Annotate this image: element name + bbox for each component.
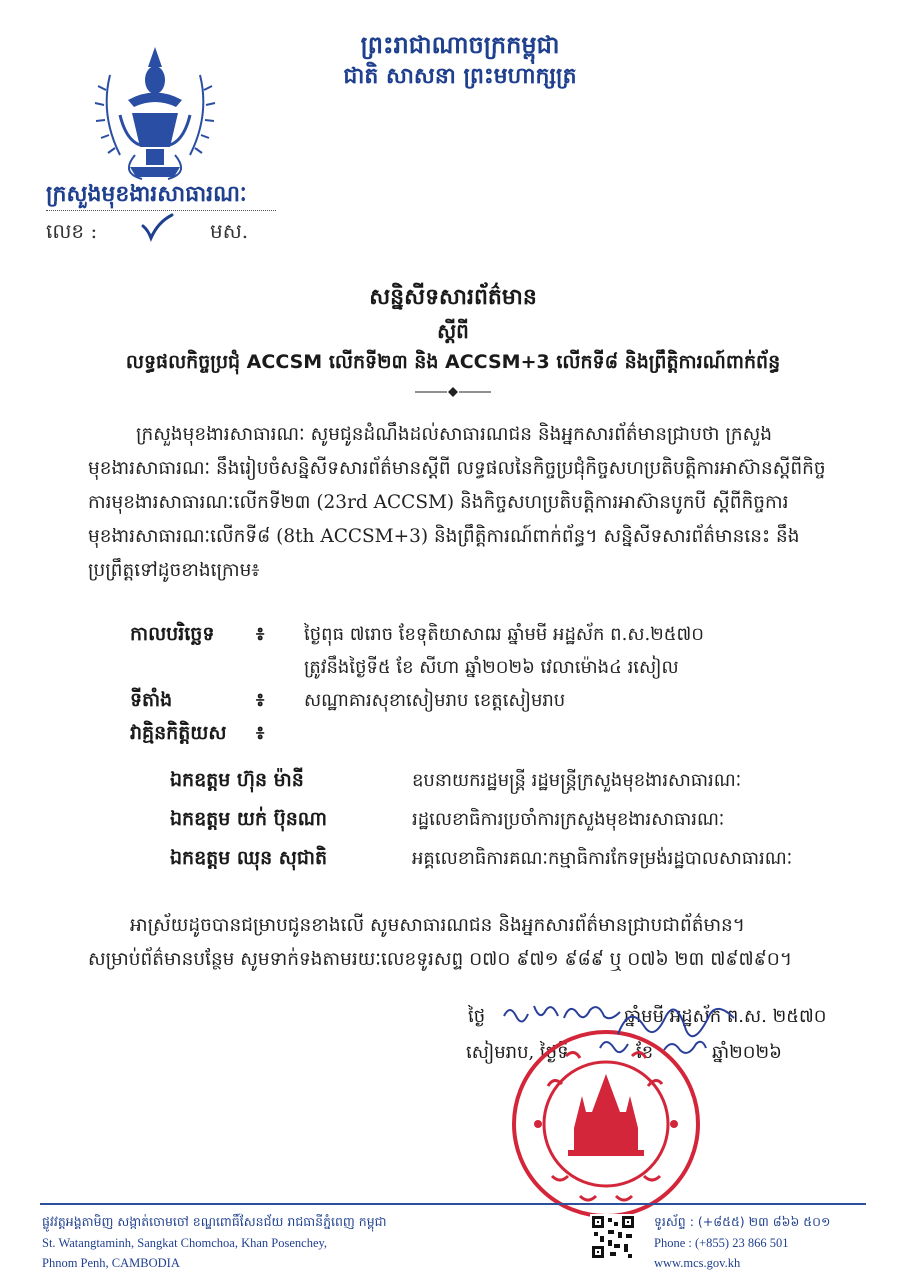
qr-code-icon xyxy=(590,1214,636,1260)
website: www.mcs.gov.kh xyxy=(654,1256,741,1270)
intro-text: ក្រសួងមុខងារសាធារណៈ សូមជូនដំណឹងដល់សាធារណជន និងអ្នកសារព័ត៌មានជ្រាបថា ក្រសួងមុខងារសាធារណៈ នឹងរៀបចំសន្និសីទសារព័ត៌មានស្តីពី លទ្ធផលនៃកិច្ចប្រជុំកិច្ចសហប្រតិបត្តិការអាស៊ានស្តីពីកិច្ចការមុខងារសាធារណៈលើកទី២៣ (23rd ACCSM) និងកិច្ចសហប្រតិបត្តិការអាស៊ានបូកបី ស្តីពីកិច្ចការមុខងារសាធារណៈលើកទី៨ (8th ACCSM+3) និងព្រឹត្តិការណ៍ពាក់ព័ន្ធ។ សន្និសីទសារព័ត៌មាននេះ នឹងប្រព្រឹត្តទៅដូចខាងក្រោម៖ xyxy=(88,424,826,581)
speaker-name: ឯកឧត្តម ហ៊ុន ម៉ានី xyxy=(170,769,304,791)
speakers-label: វាគ្មិនកិត្តិយស xyxy=(130,722,227,744)
address-english-line2: Phnom Penh, CAMBODIA xyxy=(42,1256,180,1270)
dateline-lunar-suffix: ឆ្នាំមមី អដ្ឋស័ក ព.ស. ២៥៧០ xyxy=(624,1006,827,1027)
closing-line-2: សម្រាប់ព័ត៌មានបន្ថែម សូមទាក់ទងតាមរយៈលេខទូរសព្ទ ០៧០ ៩៧១ ៩៨៩ ឬ ០៧៦ ២៣ ៧៩៧៩០។ xyxy=(88,949,793,970)
date-value-line1: ថ្ងៃពុធ ៧រោច ខែទុតិយាសាឍ ឆ្នាំមមី អដ្ឋស័ក ព.ស.២៥៧០ xyxy=(304,624,705,645)
ministry-emblem xyxy=(90,45,220,185)
address-khmer: ផ្លូវវត្តអង្គតាមិញ សង្កាត់ចោមចៅ ខណ្ឌពោធិ៍សែនជ័យ រាជធានីភ្នំពេញ កម្ពុជា xyxy=(42,1214,387,1229)
dateline-place-prefix: សៀមរាប, ថ្ងៃទី xyxy=(466,1042,569,1063)
document-subject: លទ្ធផលកិច្ចប្រជុំ ACCSM លើកទី២៣ និង ACCSM+3 លើកទី៨ និងព្រឹត្តិការណ៍ពាក់ព័ន្ធ xyxy=(125,351,781,373)
place-label: ទីតាំង xyxy=(130,689,173,711)
intro-paragraph xyxy=(88,418,826,588)
signature xyxy=(610,996,740,1056)
phone-english: Phone : (+855) 23 866 501 xyxy=(654,1236,789,1250)
motto-heading: ជាតិ សាសនា ព្រះមហាក្សត្រ xyxy=(343,64,577,89)
handwritten-lunar-date xyxy=(500,996,624,1028)
speaker-name: ឯកឧត្តម យក់ ប៊ុនណា xyxy=(170,808,328,830)
document-title-about: ស្តីពី xyxy=(437,319,469,343)
checkmark-icon xyxy=(140,212,174,242)
reference-suffix: មស. xyxy=(210,219,249,243)
address-english-line1: St. Watangtaminh, Sangkat Chomchoa, Khan Posenchey, xyxy=(42,1236,328,1250)
date-value-line2: ត្រូវនឹងថ្ងៃទី៥ ខែ សីហា ឆ្នាំ២០២៦ វេលាម៉ោង៤ រសៀល xyxy=(304,657,679,678)
dateline-year: ឆ្នាំ២០២៦ xyxy=(712,1042,782,1063)
date-label: កាលបរិច្ឆេទ xyxy=(130,623,215,645)
closing-line-1: អាស្រ័យដូចបានជម្រាបជូនខាងលើ សូមសាធារណជន និងអ្នកសារព័ត៌មានជ្រាបជាព័ត៌មាន។ xyxy=(130,915,745,936)
footer-divider xyxy=(40,1203,866,1205)
phone-khmer: ទូរស័ព្ទ : (+៨៥៥) ២៣ ៨៦៦ ៥០១ xyxy=(654,1214,831,1229)
speaker-name: ឯកឧត្តម ឈុន សុជាតិ xyxy=(170,847,328,869)
speaker-role: អគ្គលេខាធិការគណៈកម្មាធិការកែទម្រង់រដ្ឋបាលសាធារណៈ xyxy=(412,848,793,869)
ministry-underline xyxy=(46,210,276,211)
document-title: សន្និសីទសារព័ត៌មាន xyxy=(369,285,537,310)
dateline-lunar-prefix: ថ្ងៃ xyxy=(468,1006,486,1027)
dateline-month-label: ខែ xyxy=(636,1042,654,1063)
reference-prefix: លេខ : xyxy=(46,219,98,243)
speaker-role: ឧបនាយករដ្ឋមន្ត្រី រដ្ឋមន្ត្រីក្រសួងមុខងារសាធារណៈ xyxy=(412,770,742,791)
place-value: សណ្ឋាគារសុខាសៀមរាប ខេត្តសៀមរាប xyxy=(304,690,566,711)
place-colon: ៖ xyxy=(256,689,265,711)
speaker-role: រដ្ឋលេខាធិការប្រចាំការក្រសួងមុខងារសាធារណៈ xyxy=(412,809,725,830)
speakers-colon: ៖ xyxy=(256,722,265,744)
ministry-name: ក្រសួងមុខងារសាធារណៈ xyxy=(46,182,247,207)
kingdom-heading: ព្រះរាជាណាចក្រកម្ពុជា xyxy=(360,31,560,59)
date-colon: ៖ xyxy=(256,623,265,645)
title-divider-ornament xyxy=(413,386,493,398)
